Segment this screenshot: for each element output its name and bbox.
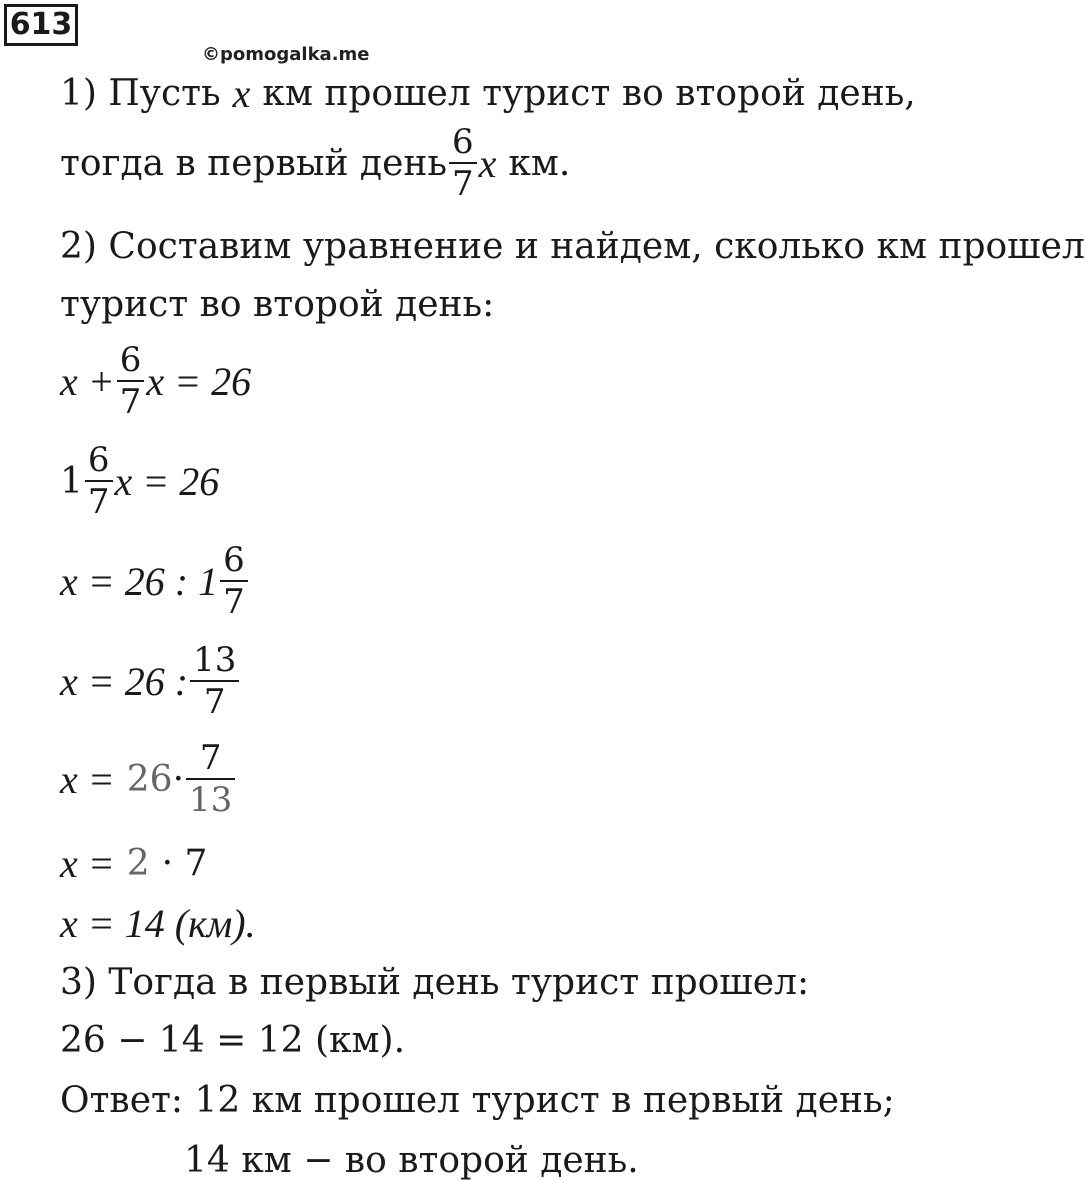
fraction-numerator: 6 — [223, 540, 245, 580]
line-2-text: тогда в первый день — [60, 142, 447, 184]
whole-part: 1 — [60, 460, 83, 502]
line-4 — [60, 284, 494, 325]
line-2-rest: км. — [508, 142, 571, 184]
answer-text-2: 14 км − во второй день. — [184, 1140, 639, 1181]
equation-4 — [60, 640, 241, 722]
equation-3 — [60, 540, 250, 622]
equation-2-right: x = 26 — [114, 458, 220, 504]
line-1-rest: км прошел турист во второй день, — [262, 73, 916, 114]
line-3 — [60, 226, 1085, 267]
line-5 — [60, 962, 809, 1003]
line-1-text: 1) Пусть — [60, 73, 221, 114]
cancelled-2: 2 — [126, 843, 150, 884]
fraction-6-7 — [449, 122, 477, 204]
equation-7-text: x = 14 (км). — [60, 901, 256, 946]
fraction-denominator: 7 — [223, 582, 245, 622]
fraction-denominator: 7 — [119, 382, 142, 422]
equation-5 — [60, 738, 237, 820]
watermark: ©pomogalka.me — [202, 44, 370, 65]
line-6-text: 26 − 14 = 12 (км). — [60, 1020, 406, 1061]
line-4-text: турист во второй день: — [60, 284, 495, 325]
fraction-numerator: 7 — [199, 738, 222, 778]
fraction-13-7 — [190, 640, 239, 722]
multiply-dot: · — [172, 758, 185, 800]
fraction-denominator: 7 — [452, 164, 474, 204]
answer-text-1: Ответ: 12 км прошел турист в первый день; — [60, 1080, 895, 1121]
problem-number: 613 — [4, 4, 78, 46]
fraction-6-7 — [117, 340, 145, 422]
answer-line-2 — [184, 1140, 639, 1181]
answer-line-1 — [60, 1080, 895, 1121]
fraction-numerator: 6 — [119, 340, 142, 380]
line-5-text: 3) Тогда в первый день турист прошел: — [60, 962, 810, 1003]
equation-4-left: x = 26 : — [60, 658, 189, 704]
line-3-text: 2) Составим уравнение и найдем, сколько км прошел — [60, 226, 1085, 267]
equation-5-left: x = — [60, 756, 115, 802]
equation-1-right: x = 26 — [146, 358, 252, 404]
equation-6 — [60, 840, 207, 887]
line-1 — [60, 70, 916, 117]
fraction-numerator: 6 — [452, 122, 474, 162]
fraction-denominator: 13 — [189, 780, 233, 820]
fraction-7-13 — [186, 738, 235, 820]
line-2 — [60, 122, 570, 204]
fraction-denominator: 7 — [87, 482, 110, 522]
equation-1-left: x + — [60, 358, 115, 404]
line-6 — [60, 1020, 405, 1061]
equation-2 — [60, 440, 219, 522]
variable-x: x — [232, 71, 251, 116]
fraction-numerator: 13 — [193, 640, 237, 680]
variable-x: x — [478, 140, 497, 186]
equation-6-left: x = — [60, 841, 115, 886]
fraction-6-7 — [85, 440, 113, 522]
fraction-6-7 — [220, 540, 248, 622]
fraction-denominator: 7 — [203, 682, 226, 722]
equation-3-left: x = 26 : 1 — [60, 558, 219, 604]
fraction-numerator: 6 — [87, 440, 110, 480]
equation-7 — [60, 900, 256, 947]
cancelled-26: 26 — [126, 758, 173, 800]
equation-1 — [60, 340, 251, 422]
equation-6-right: · 7 — [161, 843, 208, 884]
